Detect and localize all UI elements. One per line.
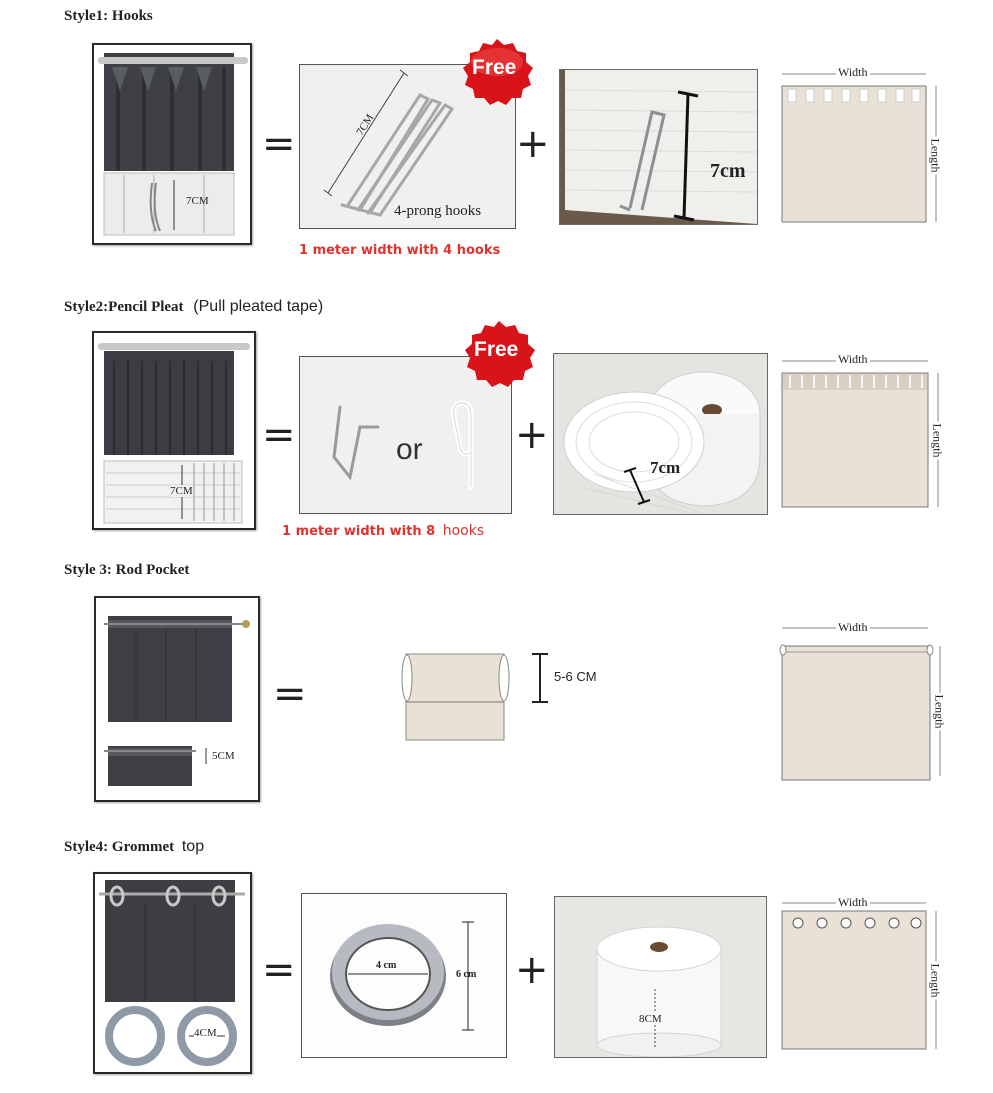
style4-ring-inner: 4 cm [376, 960, 397, 971]
style1-hook-dim: 7CM [354, 112, 377, 138]
style2-free-badge [460, 318, 538, 390]
style1-tape-label: 7CM [186, 195, 209, 207]
style2-plus-sign: + [515, 412, 549, 458]
style1-tape-photo [559, 69, 758, 225]
rod-pocket-illustration [400, 652, 610, 744]
style2-caption [282, 523, 484, 539]
style2-title-text: Style2:Pencil Pleat [64, 299, 184, 315]
style2-caption-thin: hooks [442, 523, 485, 539]
style1-free-text: Free [472, 56, 517, 79]
style4-tape-label: 4CM [194, 1027, 217, 1039]
style4-plus-sign: + [515, 947, 549, 993]
style4-ring-outer: 6 cm [456, 969, 477, 980]
grommet-tape-roll-image [555, 897, 766, 1057]
style3-width-label: Width [838, 620, 868, 634]
style1-hooks-label: 4-prong hooks [394, 203, 482, 219]
style3-size-diagram [778, 620, 950, 782]
style1-size-diagram [778, 65, 950, 228]
style4-tape-photo [554, 896, 767, 1058]
style4-size-diagram [778, 895, 950, 1053]
style4-grommet-box [301, 893, 507, 1058]
style1-free-badge [458, 36, 536, 108]
style4-curtain-photo [95, 874, 250, 1072]
pleat-tape-roll-image [554, 354, 767, 514]
style1-caption [299, 243, 500, 258]
style2-equals-sign: = [262, 412, 296, 458]
style3-curtain-photo [96, 598, 258, 800]
style2-tape-dim: 7cm [650, 458, 681, 477]
style2-caption-bold: 1 meter width with 8 [282, 524, 436, 539]
style4-subtitle: top [181, 838, 205, 855]
style2-length-label: Length [930, 423, 945, 458]
style4-length-label: Length [928, 963, 943, 998]
style4-curtain-frame [93, 872, 252, 1074]
style3-length-label: Length [932, 694, 947, 729]
style4-width-label: Width [838, 895, 868, 909]
style1-title [64, 8, 153, 25]
style4-tape-dim: 8CM [639, 1013, 662, 1025]
style1-width-label: Width [838, 65, 868, 79]
style2-tape-label: 7CM [170, 485, 193, 497]
style1-curtain-photo [94, 45, 250, 243]
hook-tape-image [560, 70, 757, 224]
style3-title [64, 562, 189, 579]
style1-curtain-frame [92, 43, 252, 245]
style2-free-text: Free [474, 338, 519, 361]
style3-tape-label: 5CM [212, 750, 235, 762]
style2-or-text: or [396, 433, 423, 466]
style3-title-text: Style 3: Rod Pocket [64, 562, 190, 578]
style2-size-diagram [778, 352, 950, 511]
rod-pocket-icon [400, 652, 610, 744]
style4-title-text: Style4: Grommet [64, 839, 175, 855]
style1-length-label: Length [928, 138, 943, 173]
style1-equals-sign: = [262, 121, 296, 167]
plastic-hook-icon [446, 397, 496, 507]
style1-caption-bold: 1 meter width with 4 hooks [299, 243, 501, 258]
style2-title [64, 298, 323, 316]
style2-width-label: Width [838, 352, 868, 366]
style3-pocket-dim: 5-6 CM [554, 669, 597, 684]
style3-curtain-frame [94, 596, 260, 802]
style2-curtain-frame [92, 331, 256, 530]
style2-tape-photo [553, 353, 768, 515]
style1-tape-dim: 7cm [710, 160, 746, 182]
style4-title [64, 838, 204, 856]
style1-plus-sign: + [516, 121, 550, 167]
style2-subtitle: (Pull pleated tape) [193, 298, 324, 315]
pin-hook-icon [320, 397, 400, 497]
style1-title-text: Style1: Hooks [64, 8, 153, 24]
style2-curtain-photo [94, 333, 254, 528]
style3-equals-sign: = [273, 671, 307, 717]
style4-equals-sign: = [262, 947, 296, 993]
